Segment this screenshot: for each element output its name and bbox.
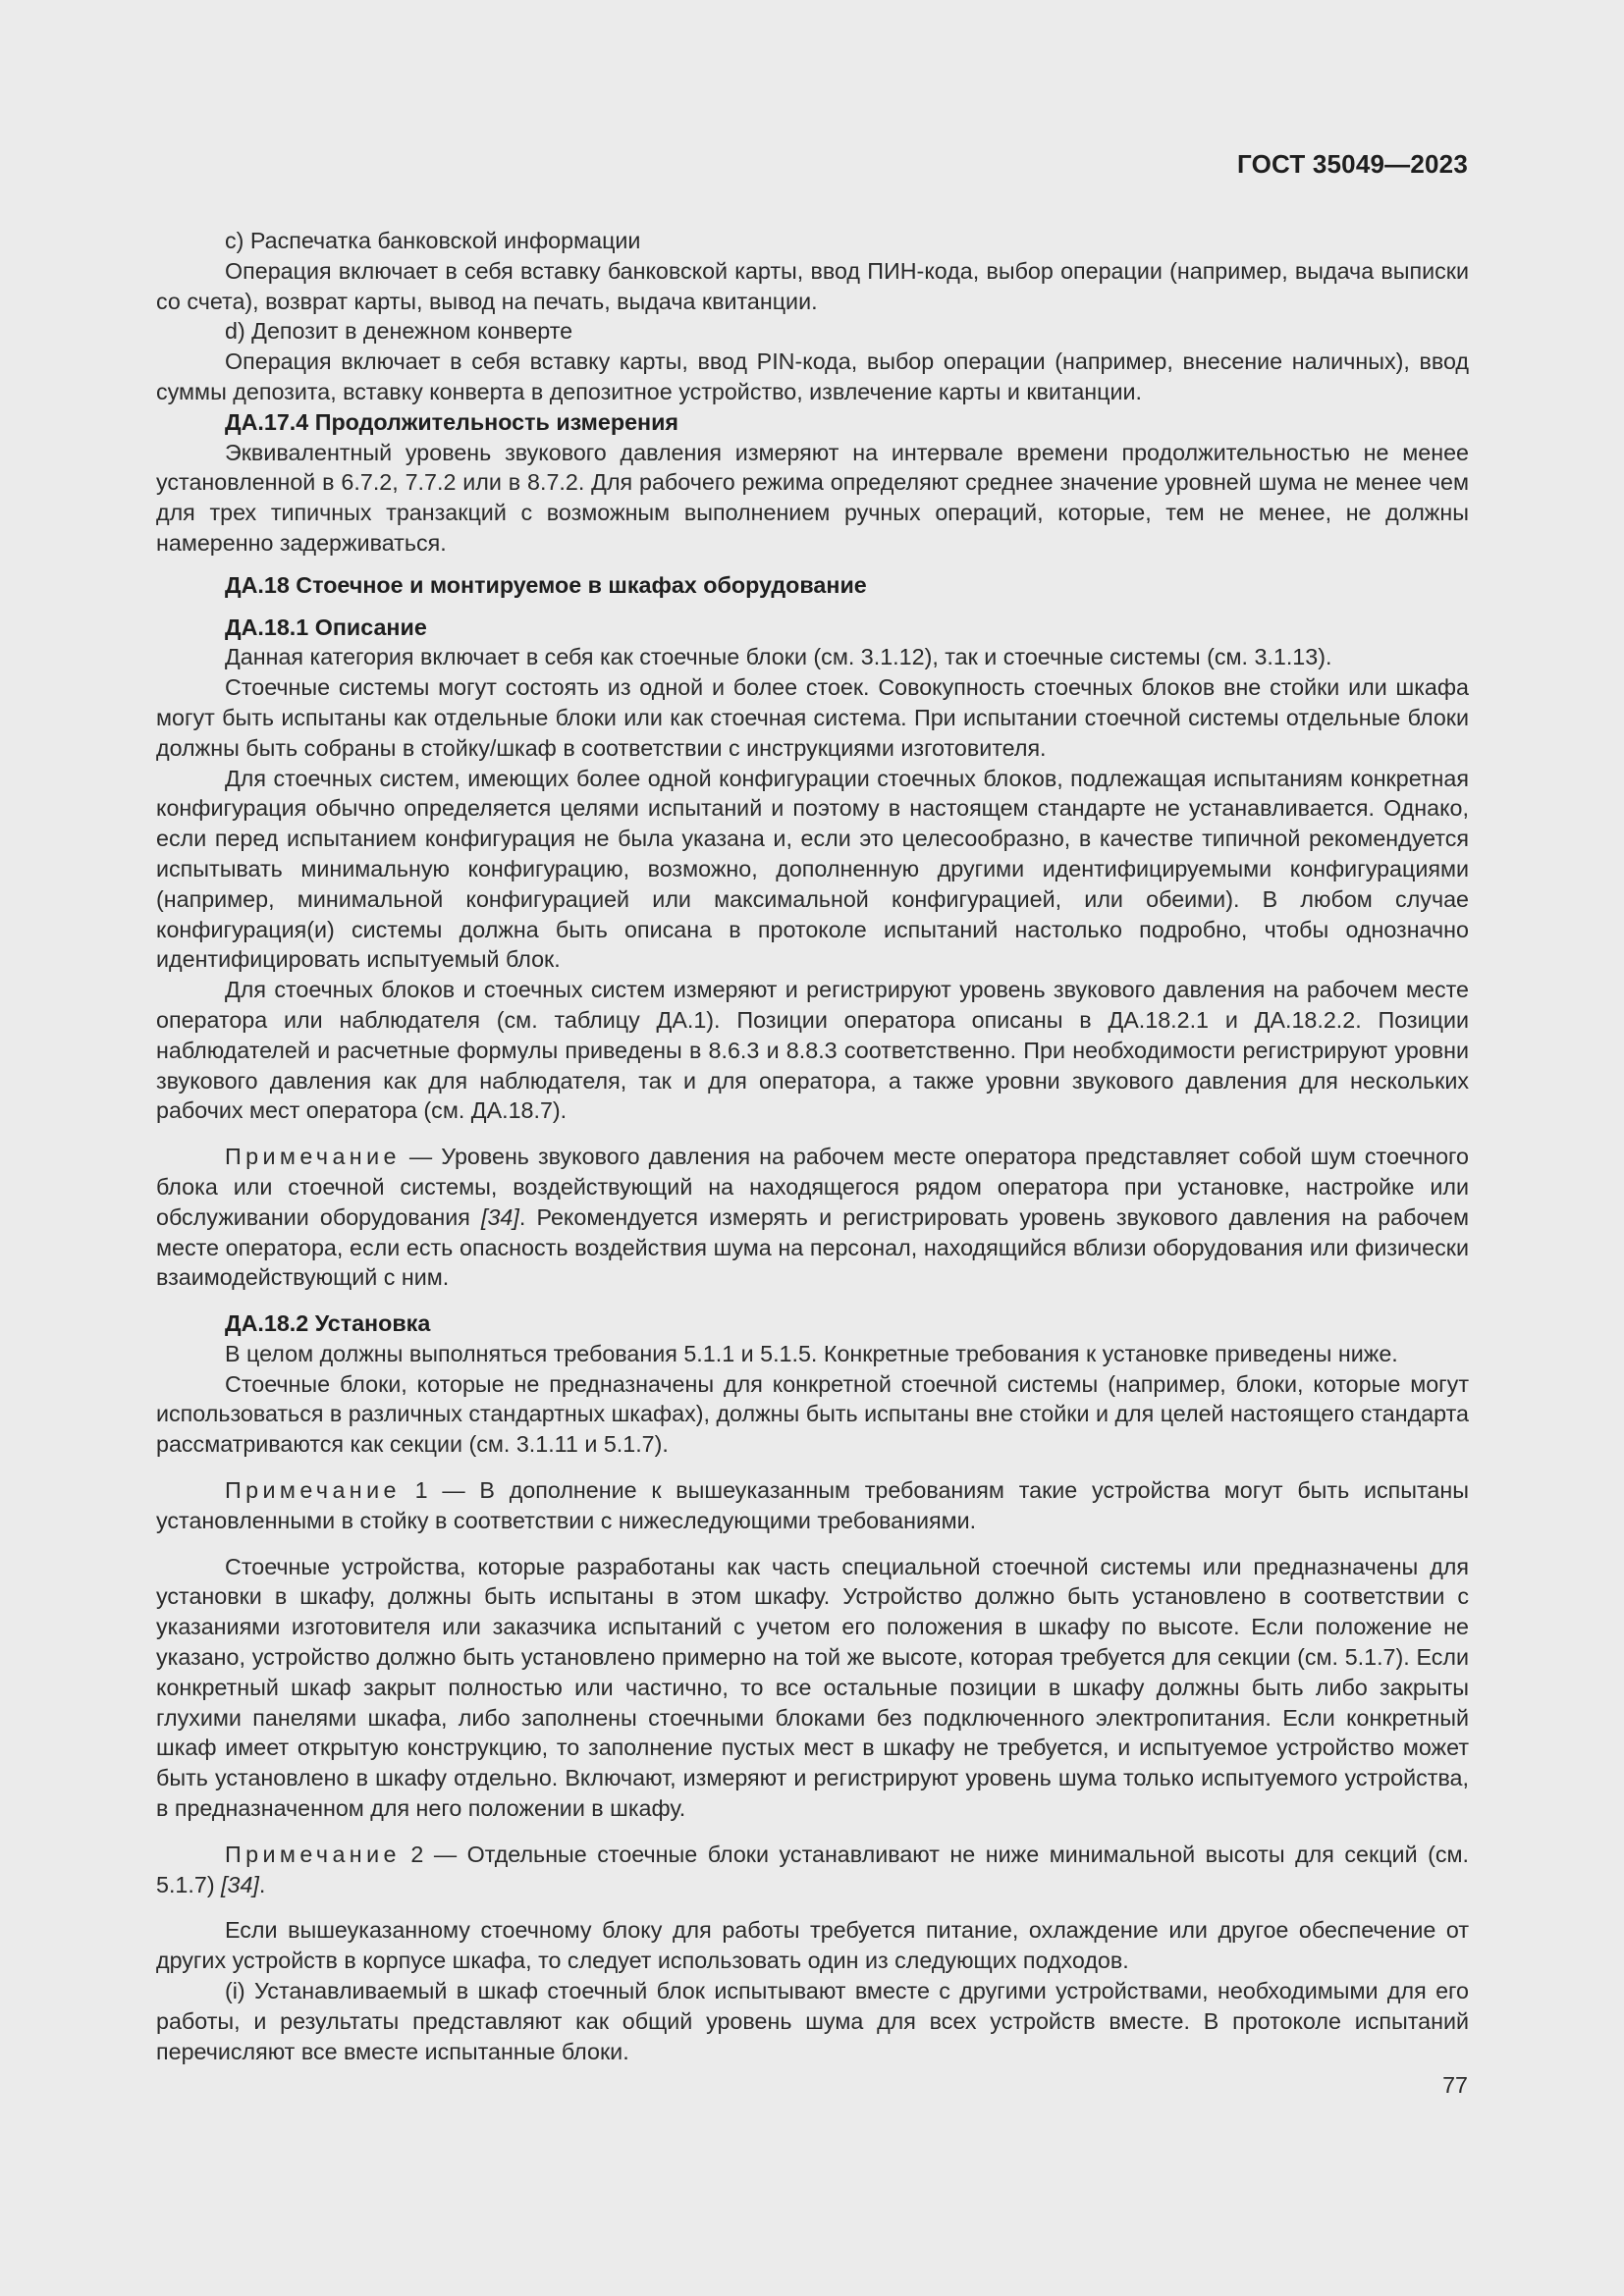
note-2: [156, 1475, 1469, 1536]
note-1: [156, 1142, 1469, 1293]
reference: [34]: [221, 1871, 259, 1897]
note-3: [156, 1840, 1469, 1900]
document-body: [156, 226, 1469, 2066]
paragraph: Операция включает в себя вставку банковской карты, ввод ПИН-кода, выбор операции (например, выдача выписки со счета), возврат карты, вывод на печать, выдача квитанции.: [156, 257, 1469, 314]
paragraph: Стоечные блоки, которые не предназначены для конкретной стоечной системы (например, блоки, которые могут использоваться в различных стандартных шкафах), должны быть испытаны вне стойки и для целей настоящего стандарта рассматриваются как секции (см. 3.1.11 и 5.1.7).: [156, 1370, 1469, 1458]
document-header: ГОСТ 35049—2023: [1237, 149, 1468, 179]
paragraph: Для стоечных систем, имеющих более одной конфигурации стоечных блоков, подлежащая испытаниям конкретная конфигурация обычно определяется целями испытаний и поэтому в настоящем стандарте не устанавливается. Однако, если перед испытанием конфигурация не была указана и, если это целесообразно, в качестве типичной рекомендуется испытывать минимальную конфигурацию, возможно, дополненную другими идентифицируемыми конфигурациями (например, минимальной конфигурацией или максимальной конфигурацией, или обеими). В любом случае конфигурация(и) системы должна быть описана в протоколе испытаний настолько подробно, чтобы однозначно идентифицировать испытуемый блок.: [156, 765, 1469, 973]
section-heading-da-18-2: ДА.18.2 Установка: [225, 1310, 431, 1337]
list-item-d: d) Депозит в денежном конверте: [225, 318, 573, 345]
list-item-i: (i) Устанавливаемый в шкаф стоечный блок испытывают вместе с другими устройствами, необходимыми для его работы, и результаты представляют как общий уровень шума для всех устройств вместе. В протоколе испытаний перечисляют все вместе испытанные блоки.: [156, 1978, 1469, 2064]
list-item-c: с) Распечатка банковской информации: [225, 228, 641, 253]
note-label: Примечание: [225, 1477, 401, 1504]
note-text: 1 — В дополнение к вышеуказанным требованиям такие устройства могут быть испытаны установленными в стойку в соответствии с нижеследующими требованиями.: [156, 1477, 1469, 1533]
note-text: — Уровень звукового давления на рабочем месте оператора представляет собой шум стоечного блока или стоечной системы, воздействующий на находящегося рядом оператора при установке, настройке или обслуживании оборудования: [156, 1144, 1469, 1230]
paragraph: Если вышеуказанному стоечному блоку для работы требуется питание, охлаждение или другое обеспечение от других устройств в корпусе шкафа, то следует использовать один из следующих подходов.: [156, 1917, 1469, 1974]
paragraph: Стоечные устройства, которые разработаны как часть специальной стоечной системы или предназначены для установки в шкафу, должны быть испытаны в этом шкафу. Устройство должно быть установлено в соответствии с указаниями изготовителя или заказчика испытаний с учетом его положения в шкафу по высоте. Если положение не указано, устройство должно быть установлено примерно на той же высоте, которая требуется для секции (см. 5.1.7). Если конкретный шкаф закрыт полностью или частично, то все остальные позиции в шкафу должны быть либо закрыты глухими панелями шкафа, либо заполнены стоечными блоками без подключенного электропитания. Если конкретный шкаф имеет открытую конструкцию, то заполнение пустых мест в шкафу не требуется, и испытуемое устройство может быть установлено в шкафу отдельно. Включают, измеряют и регистрируют уровень шума только испытуемого устройства, в предназначенном для него положении в шкафу.: [156, 1553, 1469, 1822]
reference: [34]: [480, 1203, 519, 1230]
section-heading-da-18-1: ДА.18.1 Описание: [225, 614, 427, 640]
note-label: Примечание: [225, 1841, 401, 1867]
page-number: 77: [1442, 2072, 1468, 2098]
note-text: 2 — Отдельные стоечные блоки устанавливают не ниже минимальной высоты для секций (см. 5.1.7): [156, 1841, 1469, 1897]
paragraph: Эквивалентный уровень звукового давления измеряют на интервале времени продолжительностью не менее установленной в 6.7.2, 7.7.2 или в 8.7.2. Для рабочего режима определяют среднее значение уровней шума не менее чем для трех типичных транзакций с возможным выполнением ручных операций, которые, тем не менее, не должны намеренно задерживаться.: [156, 439, 1469, 556]
paragraph: В целом должны выполняться требования 5.1.1 и 5.1.5. Конкретные требования к установке приведены ниже.: [225, 1340, 1398, 1366]
paragraph: Данная категория включает в себя как стоечные блоки (см. 3.1.12), так и стоечные системы (см. 3.1.13).: [225, 644, 1332, 670]
paragraph: Для стоечных блоков и стоечных систем измеряют и регистрируют уровень звукового давления на рабочем месте оператора или наблюдателя (см. таблицу ДА.1). Позиции оператора описаны в ДА.18.2.1 и ДА.18.2.2. Позиции наблюдателей и расчетные формулы приведены в 8.6.3 и 8.8.3 соответственно. При необходимости регистрируют уровни звукового давления как для наблюдателя, так и для оператора, а также уровни звукового давления для нескольких рабочих мест оператора (см. ДА.18.7).: [156, 977, 1469, 1124]
paragraph: Операция включает в себя вставку карты, ввод PIN-кода, выбор операции (например, внесение наличных), ввод суммы депозита, вставку конверта в депозитное устройство, извлечение карты и квитанции.: [156, 348, 1469, 404]
paragraph: Стоечные системы могут состоять из одной и более стоек. Совокупность стоечных блоков вне стойки или шкафа могут быть испытаны как отдельные блоки или как стоечная система. При испытании стоечной системы отдельные блоки должны быть собраны в стойку/шкаф в соответствии с инструкциями изготовителя.: [156, 674, 1469, 761]
section-heading-da-17-4: ДА.17.4 Продолжительность измерения: [225, 408, 679, 435]
section-heading-da-18: ДА.18 Стоечное и монтируемое в шкафах оборудование: [225, 571, 867, 598]
note-text: .: [258, 1871, 266, 1897]
note-text: . Рекомендуется измерять и регистрировать уровень звукового давления на рабочем месте оператора, если есть опасность воздействия шума на персонал, находящийся вблизи оборудования или физически взаимодействующий с ним.: [156, 1203, 1470, 1291]
note-label: Примечание: [225, 1144, 401, 1170]
